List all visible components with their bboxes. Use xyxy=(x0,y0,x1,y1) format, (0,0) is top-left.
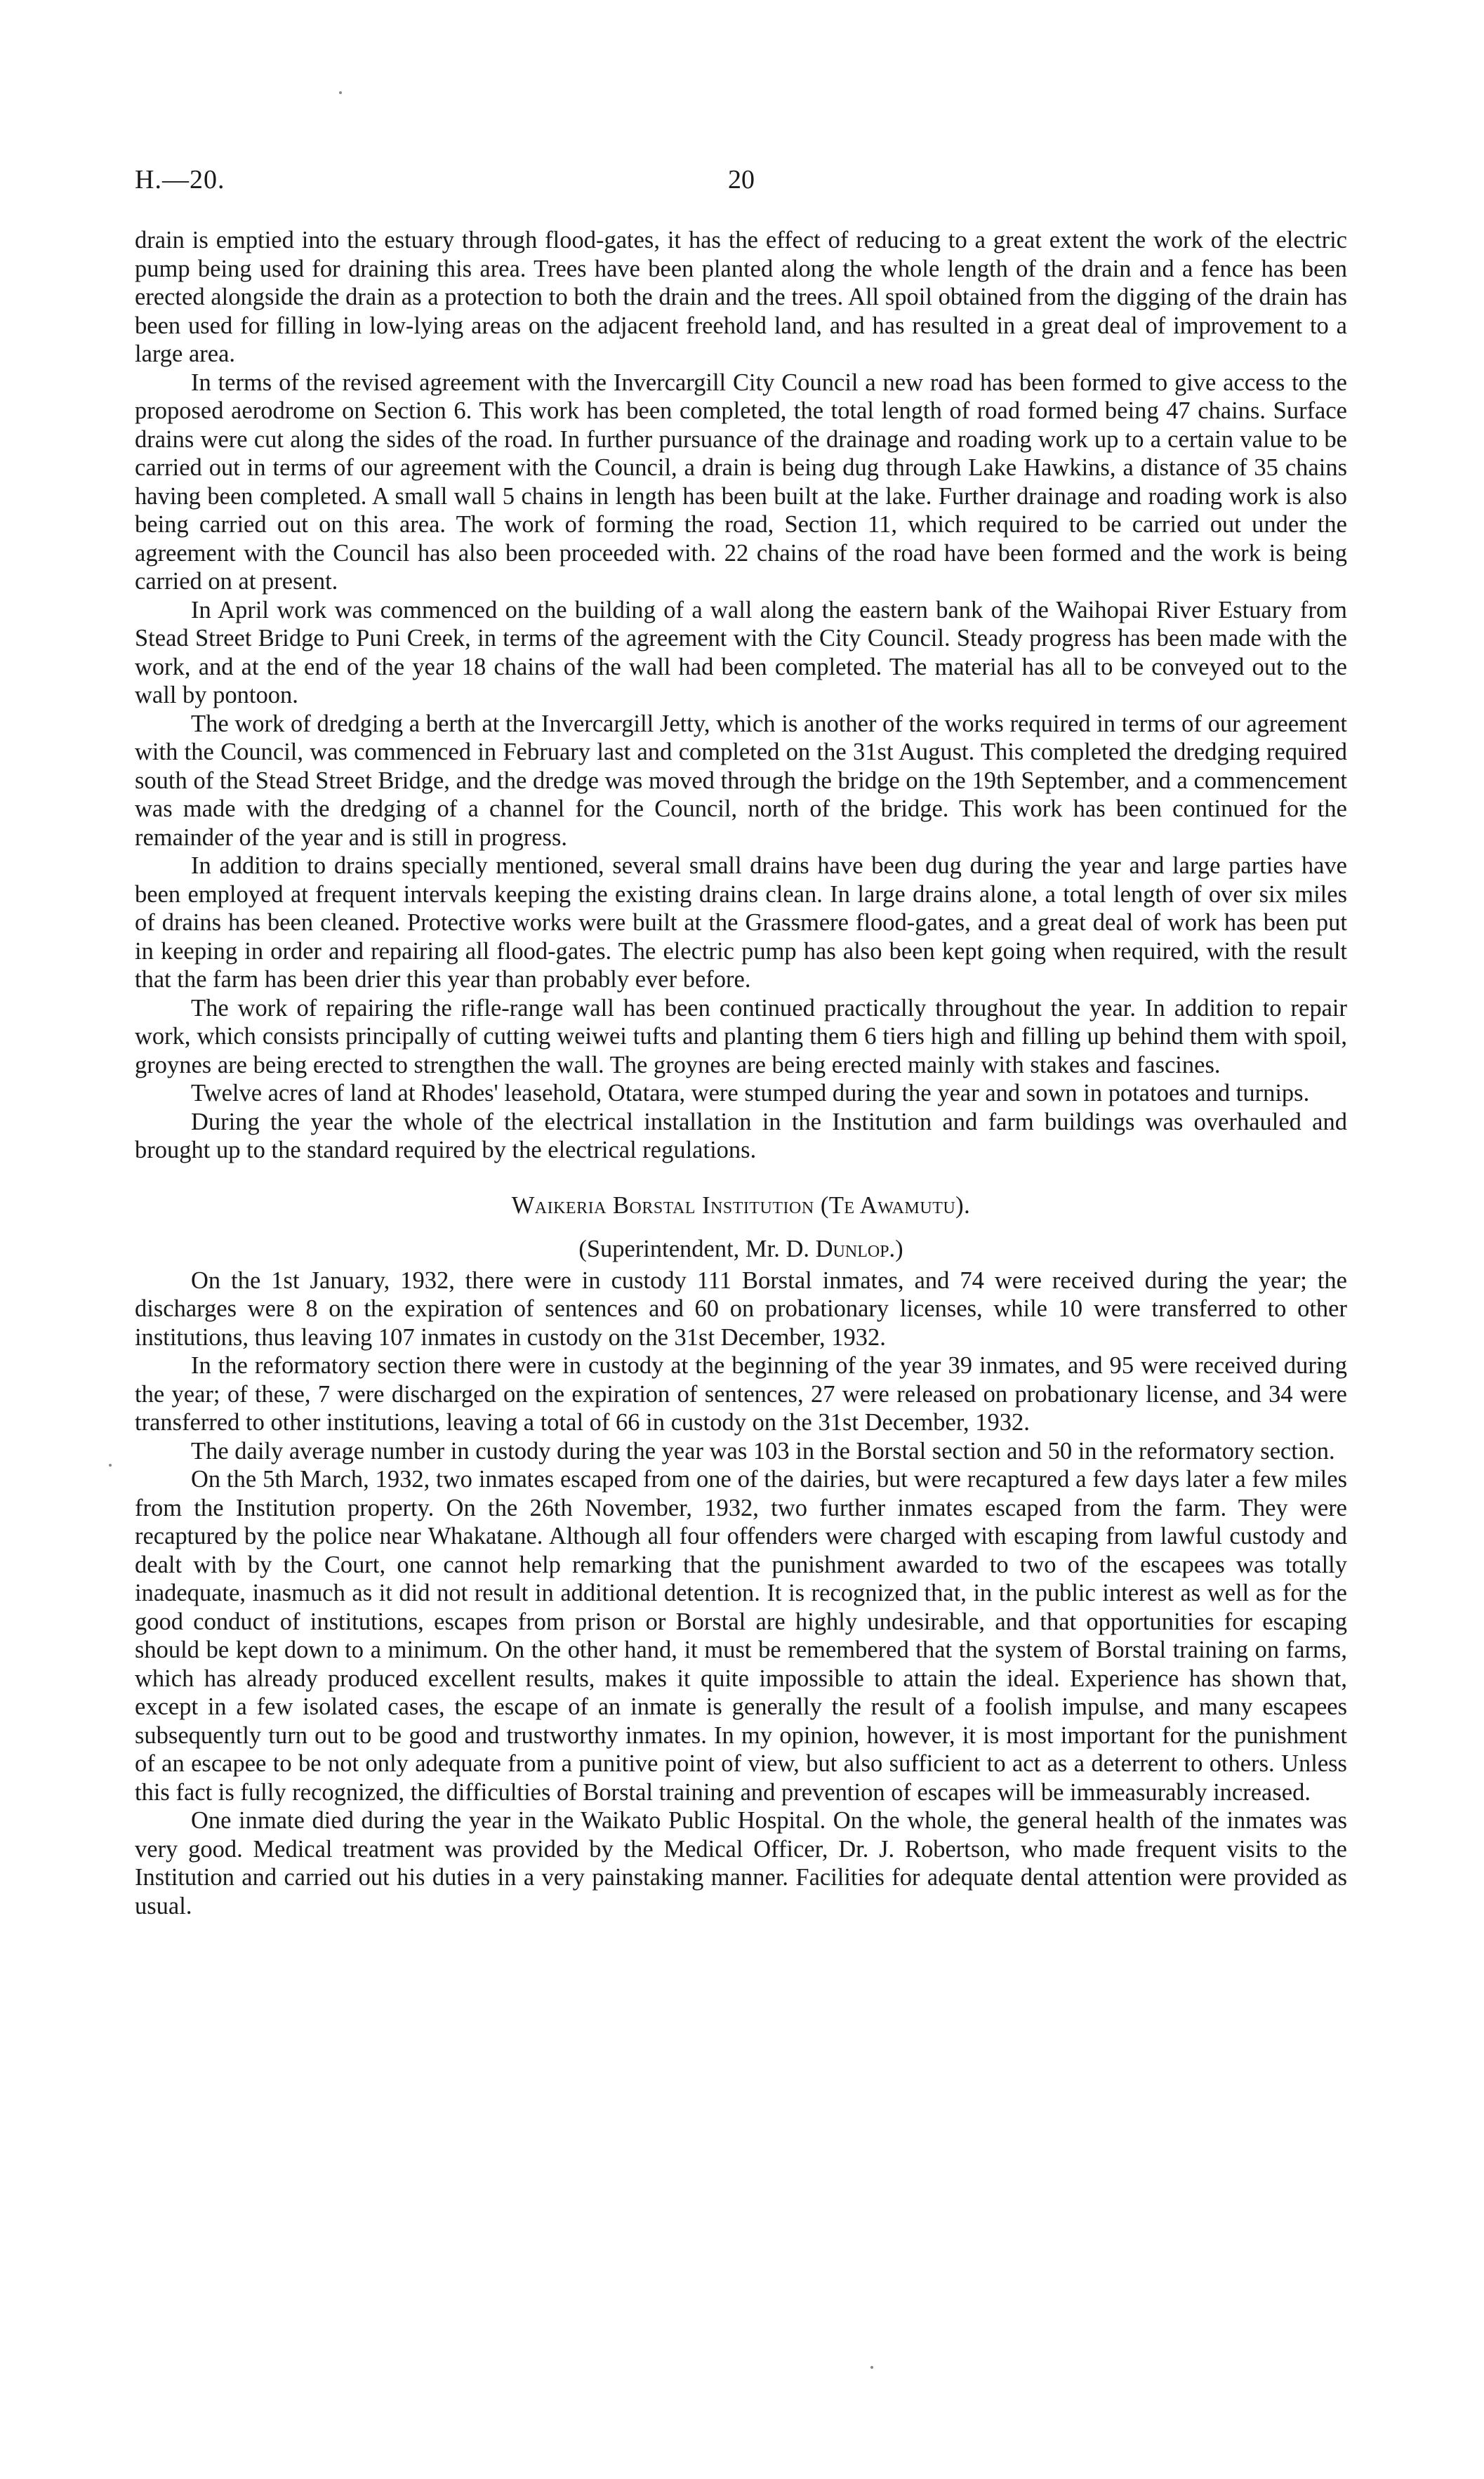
paragraph: In terms of the revised agreement with the Invercargill City Council a new road has been formed to give access to the proposed aerodrome on Section 6. This work has been completed, the total length of road formed being 47 chains. Surface drains were cut along the sides of the road. In further pursuance of the drainage and roading work up to a certain value to be carried out in terms of our agreement with the Council, a drain is being dug through Lake Hawkins, a distance of 35 chains having been completed. A small wall 5 chains in length has been built at the lake. Further drainage and roading work is also being carried out on this area. The work of forming the road, Section 11, which required to be carried out under the agreement with the Council has also been proceeded with. 22 chains of the road have been formed and the work is being carried on at present. xyxy=(135,369,1347,595)
paragraph: The work of dredging a berth at the Invercargill Jetty, which is another of the works required in terms of our agreement with the Council, was commenced in February last and completed on the 31st August. This completed the dredging required south of the Stead Street Bridge, and the dredge was moved through the bridge on the 19th September, and a commencement was made with the dredging of a channel for the Council, north of the bridge. This work has been continued for the remainder of the year and is still in progress. xyxy=(135,710,1347,851)
paragraph: Twelve acres of land at Rhodes' leasehold, Otatara, were stumped during the year and sown in potatoes and turnips. xyxy=(191,1080,1310,1106)
subheading-suffix: .) xyxy=(889,1236,903,1262)
subheading-prefix: (Superintendent, Mr. D. xyxy=(578,1236,816,1262)
paragraph: In the reformatory section there were in custody at the beginning of the year 39 inmates, and 95 were received during the year; of these, 7 were discharged on the expiration of sentences, 27 were released on probationary license, and 34 were transferred to other institutions, leaving a total of 66 in custody on the 31st December, 1932. xyxy=(135,1352,1347,1436)
paragraph: On the 1st January, 1932, there were in custody 111 Borstal inmates, and 74 were received during the year; the discharges were 8 on the expiration of sentences and 60 on probationary licenses, while 10 were transferred to other institutions, thus leaving 107 inmates in custody on the 31st December, 1932. xyxy=(135,1267,1347,1351)
paragraph: During the year the whole of the electrical installation in the Institution and farm buildings was overhauled and brought up to the standard required by the electrical regulations. xyxy=(135,1108,1347,1163)
paragraph: drain is emptied into the estuary through flood-gates, it has the effect of reducing to a great extent the work of the electric pump being used for draining this area. Trees have been planted along the whole length of the drain and a fence has been erected alongside the drain as a protection to both the drain and the trees. All spoil obtained from the digging of the drain has been used for filling in low-lying areas on the adjacent freehold land, and has resulted in a great deal of improvement to a large area. xyxy=(135,227,1347,367)
paragraph: One inmate died during the year in the Waikato Public Hospital. On the whole, the general health of the inmates was very good. Medical treatment was provided by the Medical Officer, Dr. J. Robertson, who made frequent visits to the Institution and carried out his duties in a very painstaking manner. Facilities for adequate dental attention were provided as usual. xyxy=(135,1807,1347,1919)
paragraph: In April work was commenced on the building of a wall along the eastern bank of the Waihopai River Estuary from Stead Street Bridge to Puni Creek, in terms of the agreement with the City Council. Steady progress has been made with the work, and at the end of the year 18 chains of the wall had been completed. The material has all to be conveyed out to the wall by pontoon. xyxy=(135,596,1347,708)
document-body xyxy=(135,226,1347,1920)
paragraph: The work of repairing the rifle-range wall has been continued practically throughout the year. In addition to repair work, which consists principally of cutting weiwei tufts and planting them 6 tiers high and filling up behind them with spoil, groynes are being erected to strengthen the wall. The groynes are being erected mainly with stakes and fascines. xyxy=(135,994,1347,1078)
document-reference: H.—20. xyxy=(135,165,225,194)
section-subheading xyxy=(135,1235,1347,1264)
scan-speck xyxy=(339,91,342,94)
page-header xyxy=(135,164,1347,206)
page-number: 20 xyxy=(728,165,755,194)
paragraph: On the 5th March, 1932, two inmates escaped from one of the dairies, but were recaptured a few days later a few miles from the Institution property. On the 26th November, 1932, two further inmates escaped from the farm. They were recaptured by the police near Whakatane. Although all four offenders were charged with escaping from lawful custody and dealt with by the Court, one cannot help remarking that the punishment awarded to two of the escapees was totally inadequate, inasmuch as it did not result in additional detention. It is recognized that, in the public interest as well as for the good conduct of institutions, escapes from prison or Borstal are highly undesirable, and that opportunities for escaping should be kept down to a minimum. On the other hand, it must be remembered that the system of Borstal training on farms, which has already produced excellent results, makes it quite impossible to attain the ideal. Experience has shown that, except in a few isolated cases, the escape of an inmate is generally the result of a foolish impulse, and many escapees subsequently turn out to be good and trustworthy inmates. In my opinion, however, it is most important for the punishment of an escapee to be not only adequate from a punitive point of view, but also sufficient to act as a deterrent to others. Unless this fact is fully recognized, the difficulties of Borstal training and prevention of escapes will be immeasurably increased. xyxy=(135,1466,1347,1806)
section-heading: Waikeria Borstal Institution (Te Awamutu). xyxy=(511,1191,971,1219)
scan-speck xyxy=(109,1464,112,1467)
scan-speck xyxy=(870,2366,873,2369)
paragraph: In addition to drains specially mentioned, several small drains have been dug during the year and large parties have been employed at frequent intervals keeping the existing drains clean. In large drains alone, a total length of over six miles of drains has been cleaned. Protective works were built at the Grassmere flood-gates, and a great deal of work has been put in keeping in order and repairing all flood-gates. The electric pump has also been kept going when required, with the result that the farm has been drier this year than probably ever before. xyxy=(135,852,1347,993)
paragraph: The daily average number in custody during the year was 103 in the Borstal section and 50 in the reformatory section. xyxy=(191,1437,1335,1465)
superintendent-name: Dunlop xyxy=(815,1236,889,1262)
